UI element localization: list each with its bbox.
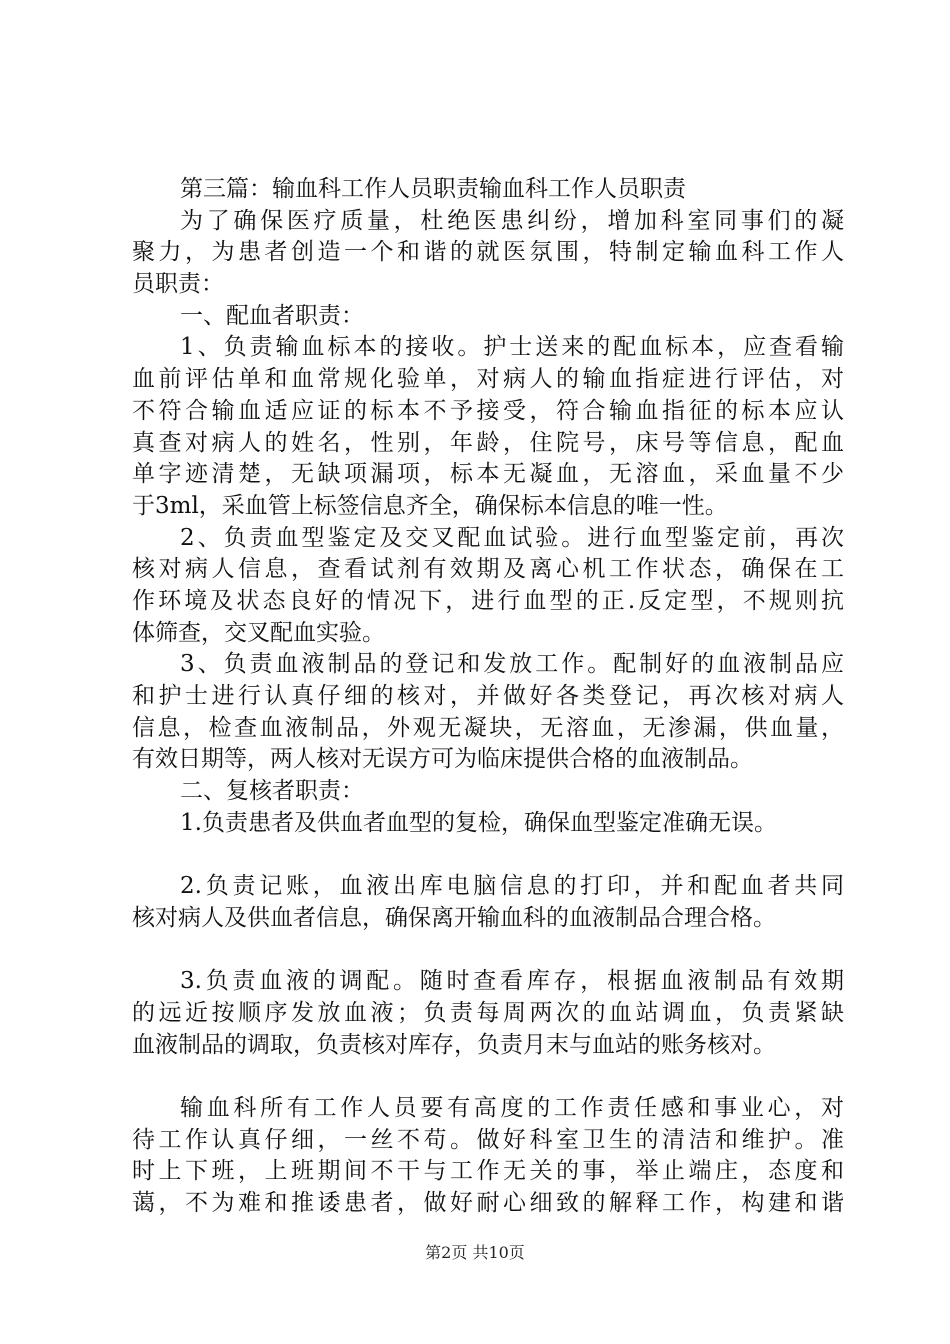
document-title: 第三篇：输血科工作人员职责输血科工作人员职责 <box>180 176 686 202</box>
item-1-line-2: 血前评估单和血常规化验单，对病人的输血指症进行评估，对 <box>132 366 844 393</box>
item-1-line-1: 1、负责输血标本的接收。护士送来的配血标本，应查看输 <box>180 334 844 361</box>
paragraph-gap <box>132 839 844 871</box>
document-body <box>132 174 844 1220</box>
paragraph-intro-line-3: 员职责： <box>132 271 224 298</box>
closing-line-4: 蔼，不为难和推诿患者，做好耐心细致的解释工作，构建和谐 <box>132 1190 844 1216</box>
review-item-3-line-1: 3.负责血液的调配。随时查看库存，根据血液制品有效期 <box>180 968 844 995</box>
review-item-1-line-1: 1.负责患者及供血者血型的复检，确保血型鉴定准确无误。 <box>180 809 777 836</box>
review-item-3-line-2: 的远近按顺序发放血液；负责每周两次的血站调血，负责紧缺 <box>132 999 844 1026</box>
paragraph-intro-line-2: 聚力，为患者创造一个和谐的就医氛围，特制定输血科工作人 <box>132 239 844 266</box>
section-heading-reviewer: 二、复核者职责： <box>180 778 364 805</box>
closing-line-2: 待工作认真仔细，一丝不苟。做好科室卫生的清洁和维护。准 <box>132 1126 844 1153</box>
item-3-line-1: 3、负责血液制品的登记和发放工作。配制好的血液制品应 <box>180 651 844 678</box>
page-number-footer: 第2页 共10页 <box>425 1243 525 1262</box>
paragraph-gap <box>132 1061 844 1093</box>
section-heading-matcher: 一、配血者职责： <box>180 302 364 329</box>
item-2-line-2: 核对病人信息，查看试剂有效期及离心机工作状态，确保在工 <box>132 556 844 583</box>
item-2-line-1: 2、负责血型鉴定及交叉配血试验。进行血型鉴定前，再次 <box>180 524 844 551</box>
closing-line-3: 时上下班，上班期间不干与工作无关的事，举止端庄，态度和 <box>132 1158 844 1185</box>
review-item-2-line-2: 核对病人及供血者信息，确保离开输血科的血液制品合理合格。 <box>132 904 776 931</box>
review-item-2-line-1: 2.负责记账，血液出库电脑信息的打印，并和配血者共同 <box>180 873 844 900</box>
item-3-line-3: 信息，检查血液制品，外观无凝块，无溶血，无渗漏，供血量， <box>132 714 844 741</box>
item-2-line-4: 体筛查，交叉配血实验。 <box>132 619 385 646</box>
item-1-line-6: 于3ml，采血管上标签信息齐全，确保标本信息的唯一性。 <box>132 492 728 519</box>
paragraph-intro-line-1: 为了确保医疗质量，杜绝医患纠纷，增加科室同事们的凝 <box>180 207 844 234</box>
item-3-line-2: 和护士进行认真仔细的核对，并做好各类登记，再次核对病人 <box>132 683 844 709</box>
item-2-line-3: 作环境及状态良好的情况下，进行血型的正.反定型，不规则抗 <box>132 587 844 614</box>
item-3-line-4: 有效日期等，两人核对无误方可为临床提供合格的血液制品。 <box>132 746 753 773</box>
item-1-line-3: 不符合输血适应证的标本不予接受，符合输血指征的标本应认 <box>132 397 844 424</box>
closing-line-1: 输血科所有工作人员要有高度的工作责任感和事业心，对 <box>180 1094 844 1121</box>
item-1-line-5: 单字迹清楚，无缺项漏项，标本无凝血，无溶血，采血量不少 <box>132 461 844 488</box>
review-item-3-line-3: 血液制品的调取，负责核对库存，负责月末与血站的账务核对。 <box>132 1031 776 1058</box>
paragraph-gap <box>132 935 844 967</box>
item-1-line-4: 真查对病人的姓名，性别，年龄，住院号，床号等信息，配血 <box>132 429 844 456</box>
